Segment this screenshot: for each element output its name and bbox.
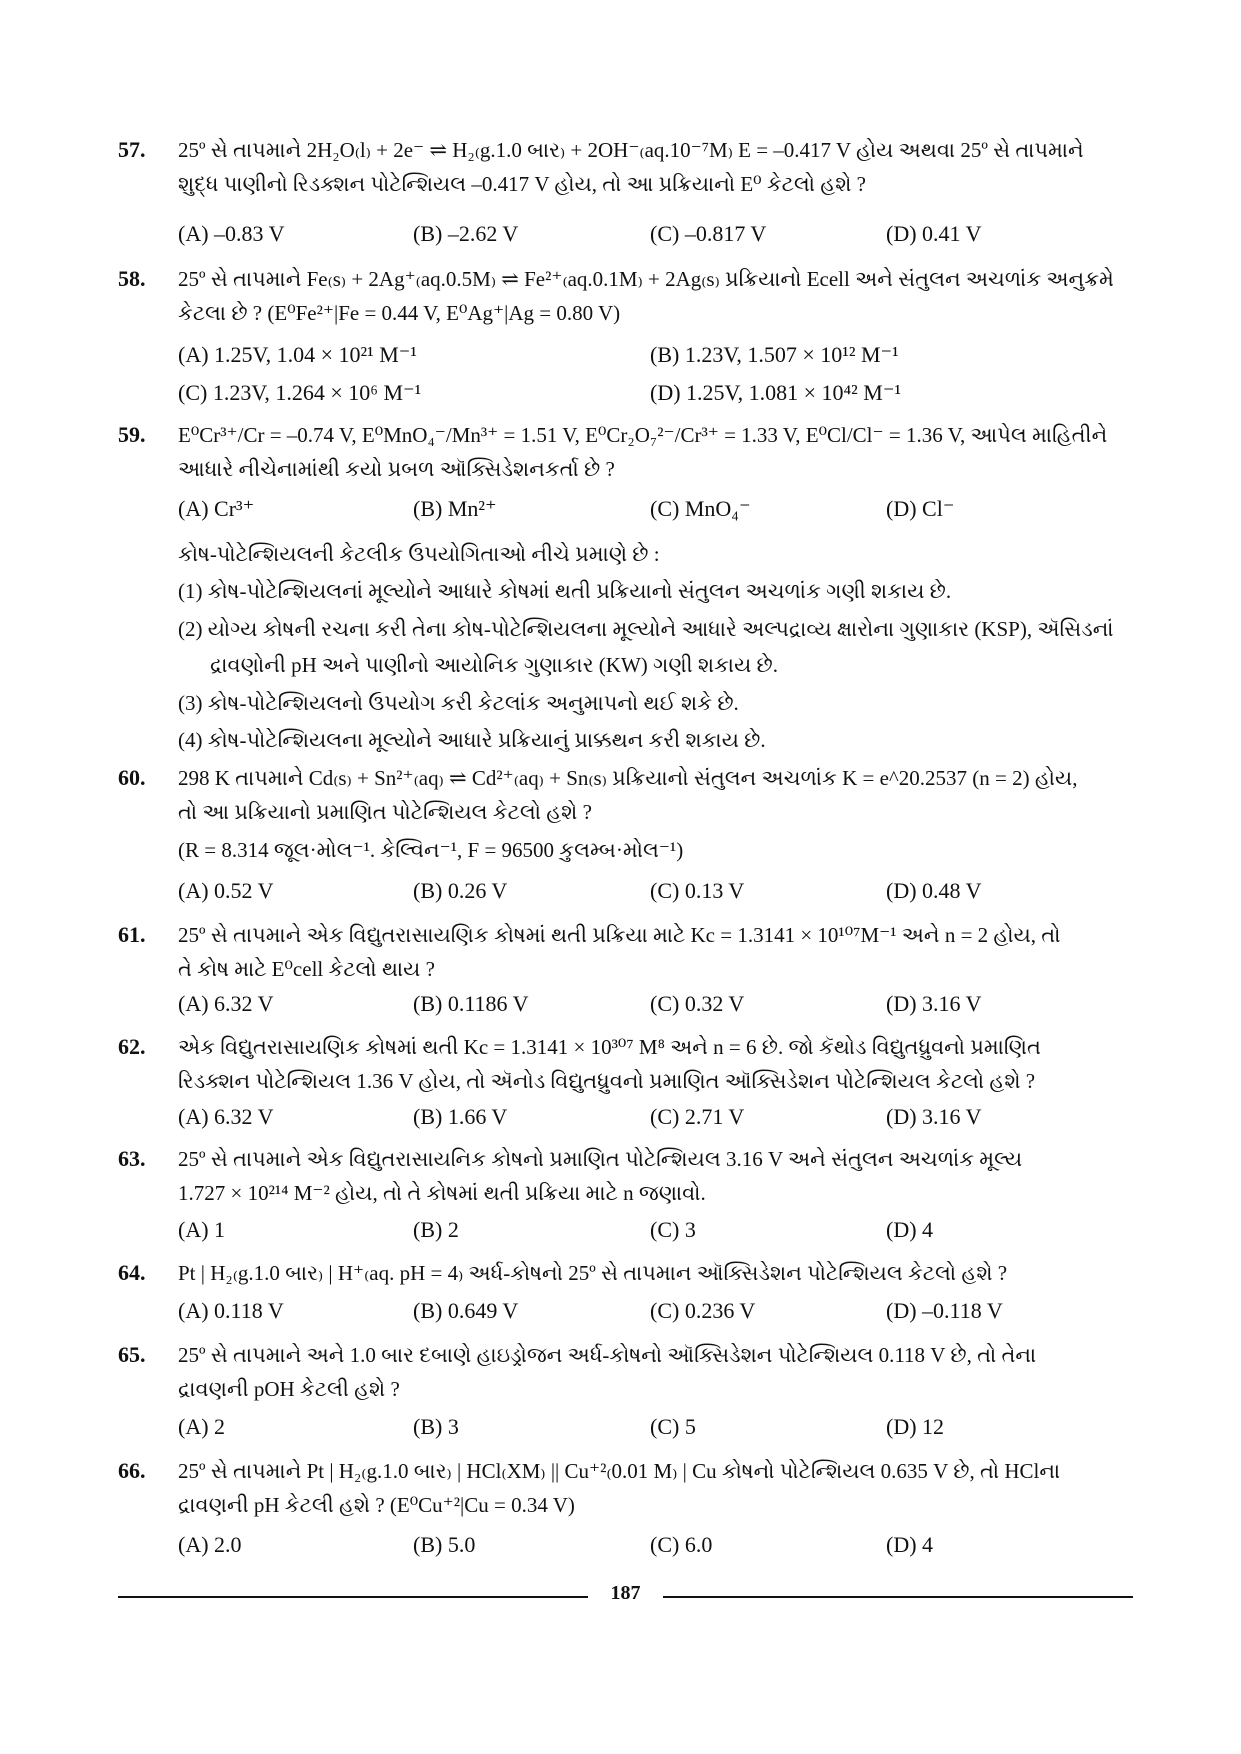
question-text-line: 25º સે તાપમાને એક વિદ્યુતરાસાયણિક કોષમાં થતી પ્રક્રિયા માટે Kc = 1.3141 × 10¹⁰⁷M⁻¹ અને n = 2 હોય, તો xyxy=(178,923,1061,947)
question-58 xyxy=(118,262,1133,330)
question-number: 66. xyxy=(118,1458,146,1483)
option-c[interactable]: (C) MnO₄⁻ xyxy=(650,496,751,521)
options-60 xyxy=(178,878,1133,912)
question-text-line: 25º સે તાપમાને અને 1.0 બાર દબાણે હાઇડ્રોજન અર્ધ-કોષનો ઑક્સિડેશન પોટેન્શિયલ 0.118 V છે, તો તેના xyxy=(178,1343,1037,1367)
option-c[interactable]: (C) 5 xyxy=(650,1414,696,1439)
question-text-line: (R = 8.314 જૂલ·મોલ⁻¹. કેલ્વિન⁻¹, F = 96500 કુલમ્બ·મોલ⁻¹) xyxy=(178,838,684,862)
option-c[interactable]: (C) 6.0 xyxy=(650,1532,713,1557)
page-footer xyxy=(118,1582,1133,1612)
option-a[interactable]: (A) –0.83 V xyxy=(178,221,285,246)
option-a[interactable]: (A) 6.32 V xyxy=(178,1104,274,1129)
question-number: 61. xyxy=(118,922,146,947)
info-intro: કોષ-પોટેન્શિયલની કેટલીક ઉપયોગિતાઓ નીચે પ્રમાણે છે : xyxy=(178,542,660,566)
question-59 xyxy=(118,418,1133,486)
options-58-row2 xyxy=(178,380,1133,414)
question-number: 65. xyxy=(118,1342,146,1367)
option-a[interactable]: (A) 1 xyxy=(178,1217,226,1242)
option-d[interactable]: (D) 0.48 V xyxy=(886,878,982,903)
option-c[interactable]: (C) 0.32 V xyxy=(650,991,745,1016)
options-59 xyxy=(178,496,1133,530)
options-66 xyxy=(178,1532,1133,1566)
info-point-3: (3) કોષ-પોટેન્શિયલનો ઉપયોગ કરી કેટલાંક અનુમાપનો થઈ શકે છે. xyxy=(178,691,739,715)
question-text-line: દ્રાવણની pH કેટલી હશે ? (E⁰Cu⁺²|Cu = 0.34 V) xyxy=(178,1493,575,1517)
option-c[interactable]: (C) 1.23V, 1.264 × 10⁶ M⁻¹ xyxy=(178,380,422,405)
option-b[interactable]: (B) 1.66 V xyxy=(413,1104,508,1129)
option-d[interactable]: (D) 4 xyxy=(886,1532,934,1557)
option-d[interactable]: (D) 3.16 V xyxy=(886,991,982,1016)
option-c[interactable]: (C) 2.71 V xyxy=(650,1104,745,1129)
question-text-line: કેટલા છે ? (E⁰Fe²⁺|Fe = 0.44 V, E⁰Ag⁺|Ag = 0.80 V) xyxy=(178,301,621,325)
option-b[interactable]: (B) –2.62 V xyxy=(413,221,519,246)
options-58-row1 xyxy=(178,342,1133,376)
question-64 xyxy=(118,1256,1133,1290)
info-point-1: (1) કોષ-પોટેન્શિયલનાં મૂલ્યોને આધારે કોષમાં થતી પ્રક્રિયાનો સંતુલન અચળાંક ગણી શકાય છે. xyxy=(178,579,952,603)
question-number: 58. xyxy=(118,266,146,291)
option-d[interactable]: (D) 3.16 V xyxy=(886,1104,982,1129)
info-point-4: (4) કોષ-પોટેન્શિયલના મૂલ્યોને આધારે પ્રક્રિયાનું પ્રાક્કથન કરી શકાય છે. xyxy=(178,728,766,752)
option-b[interactable]: (B) 3 xyxy=(413,1414,459,1439)
question-text-line: E⁰Cr³⁺/Cr = –0.74 V, E⁰MnO₄⁻/Mn³⁺ = 1.51 V, E⁰Cr₂O₇²⁻/Cr³⁺ = 1.33 V, E⁰Cl/Cl⁻ = 1.36 V, આપેલ માહિતીને xyxy=(178,423,1108,447)
options-63 xyxy=(178,1217,1133,1251)
option-a[interactable]: (A) 1.25V, 1.04 × 10²¹ M⁻¹ xyxy=(178,342,417,367)
page-number: 187 xyxy=(610,1582,641,1604)
option-c[interactable]: (C) –0.817 V xyxy=(650,221,767,246)
option-d[interactable]: (D) 4 xyxy=(886,1217,934,1242)
question-text-line: રિડક્શન પોટેન્શિયલ 1.36 V હોય, તો ઍનોડ વિદ્યુતધ્રુવનો પ્રમાણિત ઑક્સિડેશન પોટેન્શિયલ કેટલો હશે ? xyxy=(178,1069,1036,1093)
question-text-line: દ્રાવણની pOH કેટલી હશે ? xyxy=(178,1377,400,1401)
option-a[interactable]: (A) 0.118 V xyxy=(178,1298,284,1323)
options-64 xyxy=(178,1298,1133,1332)
question-57 xyxy=(118,133,1133,201)
question-number: 63. xyxy=(118,1146,146,1171)
option-d[interactable]: (D) –0.118 V xyxy=(886,1298,1003,1323)
question-text-line: 1.727 × 10²¹⁴ M⁻² હોય, તો તે કોષમાં થતી પ્રક્રિયા માટે n જણાવો. xyxy=(178,1181,706,1205)
option-a[interactable]: (A) 6.32 V xyxy=(178,991,274,1016)
options-65 xyxy=(178,1414,1133,1448)
question-text-line: 25º સે તાપમાને Pt | H₂₍g.1.0 બાર₎ | HCl₍XM₎ || Cu⁺²₍0.01 M₎ | Cu કોષનો પોટેન્શિયલ 0.635 V છે, તો HClના xyxy=(178,1459,1061,1483)
question-number: 57. xyxy=(118,137,146,162)
option-d[interactable]: (D) Cl⁻ xyxy=(886,496,955,521)
question-65 xyxy=(118,1338,1133,1406)
question-text-line: 25º સે તાપમાને 2H₂O₍l₎ + 2e⁻ ⇌ H₂₍g.1.0 બાર₎ + 2OH⁻₍aq.10⁻⁷M₎ E = –0.417 V હોય અથવા 25º સે તાપમાને xyxy=(178,138,1084,162)
question-text-line: 25º સે તાપમાને Fe₍s₎ + 2Ag⁺₍aq.0.5M₎ ⇌ Fe²⁺₍aq.0.1M₎ + 2Ag₍s₎ પ્રક્રિયાનો Ecell અને સંતુલન અચળાંક અનુક્રમે xyxy=(178,267,1114,291)
question-text-line: એક વિદ્યુતરાસાયણિક કોષમાં થતી Kc = 1.3141 × 10³⁰⁷ M⁸ અને n = 6 છે. જો કૅથોડ વિદ્યુતધ્રુવનો પ્રમાણિત xyxy=(178,1035,1041,1059)
question-text-line: Pt | H₂₍g.1.0 બાર₎ | H⁺₍aq. pH = 4₎ અર્ધ-કોષનો 25º સે તાપમાન ઑક્સિડેશન પોટેન્શિયલ કેટલો હશે ? xyxy=(178,1261,1008,1285)
options-62 xyxy=(178,1104,1133,1138)
question-number: 59. xyxy=(118,422,146,447)
question-number: 64. xyxy=(118,1260,146,1285)
option-a[interactable]: (A) 2 xyxy=(178,1414,226,1439)
question-61 xyxy=(118,918,1133,986)
option-d[interactable]: (D) 12 xyxy=(886,1414,945,1439)
question-number: 60. xyxy=(118,765,146,790)
option-b[interactable]: (B) 0.1186 V xyxy=(413,991,529,1016)
option-b[interactable]: (B) 0.649 V xyxy=(413,1298,519,1323)
question-62 xyxy=(118,1030,1133,1098)
option-b[interactable]: (B) 2 xyxy=(413,1217,459,1242)
option-c[interactable]: (C) 3 xyxy=(650,1217,696,1242)
option-b[interactable]: (B) 0.26 V xyxy=(413,878,508,903)
question-text-line: 298 K તાપમાને Cd₍s₎ + Sn²⁺₍aq₎ ⇌ Cd²⁺₍aq₎ + Sn₍s₎ પ્રક્રિયાનો સંતુલન અચળાંક K = e^20.2537 (n = 2) હોય, xyxy=(178,766,1078,790)
option-a[interactable]: (A) 0.52 V xyxy=(178,878,274,903)
question-text-line: તે કોષ માટે E⁰cell કેટલો થાય ? xyxy=(178,957,435,981)
option-a[interactable]: (A) Cr³⁺ xyxy=(178,496,255,521)
option-c[interactable]: (C) 0.13 V xyxy=(650,878,745,903)
option-b[interactable]: (B) 5.0 xyxy=(413,1532,476,1557)
option-c[interactable]: (C) 0.236 V xyxy=(650,1298,756,1323)
footer-rule-left xyxy=(118,1596,588,1598)
options-61 xyxy=(178,991,1133,1025)
question-text-line: આધારે નીચેનામાંથી કયો પ્રબળ ઑક્સિડેશનકર્તા છે ? xyxy=(178,457,615,481)
info-point-2: (2) યોગ્ય કોષની રચના કરી તેના કોષ-પોટેન્શિયલના મૂલ્યોને આધારે અલ્પદ્રાવ્ય ક્ષારોના ગુણાકાર (KSP), ઍસિડનાં xyxy=(178,617,1114,641)
option-b[interactable]: (B) 1.23V, 1.507 × 10¹² M⁻¹ xyxy=(650,342,899,367)
option-d[interactable]: (D) 1.25V, 1.081 × 10⁴² M⁻¹ xyxy=(650,380,902,405)
footer-rule-right xyxy=(663,1596,1133,1598)
question-66 xyxy=(118,1454,1133,1522)
question-text-line: શુદ્ધ પાણીનો રિડક્શન પોટેન્શિયલ –0.417 V હોય, તો આ પ્રક્રિયાનો E⁰ કેટલો હશે ? xyxy=(178,172,866,196)
option-b[interactable]: (B) Mn²⁺ xyxy=(413,496,497,521)
info-point-2-cont: દ્રાવણોની pH અને પાણીનો આયોનિક ગુણાકાર (KW) ગણી શકાય છે. xyxy=(210,653,779,677)
question-63 xyxy=(118,1142,1133,1210)
options-57 xyxy=(178,221,1133,255)
question-text-line: 25º સે તાપમાને એક વિદ્યુતરાસાયનિક કોષનો પ્રમાણિત પોટેન્શિયલ 3.16 V અને સંતુલન અચળાંક મૂલ્ય xyxy=(178,1147,1023,1171)
option-d[interactable]: (D) 0.41 V xyxy=(886,221,982,246)
option-a[interactable]: (A) 2.0 xyxy=(178,1532,242,1557)
question-text-line: તો આ પ્રક્રિયાનો પ્રમાણિત પોટેન્શિયલ કેટલો હશે ? xyxy=(178,800,592,824)
question-number: 62. xyxy=(118,1034,146,1059)
question-60 xyxy=(118,761,1133,867)
